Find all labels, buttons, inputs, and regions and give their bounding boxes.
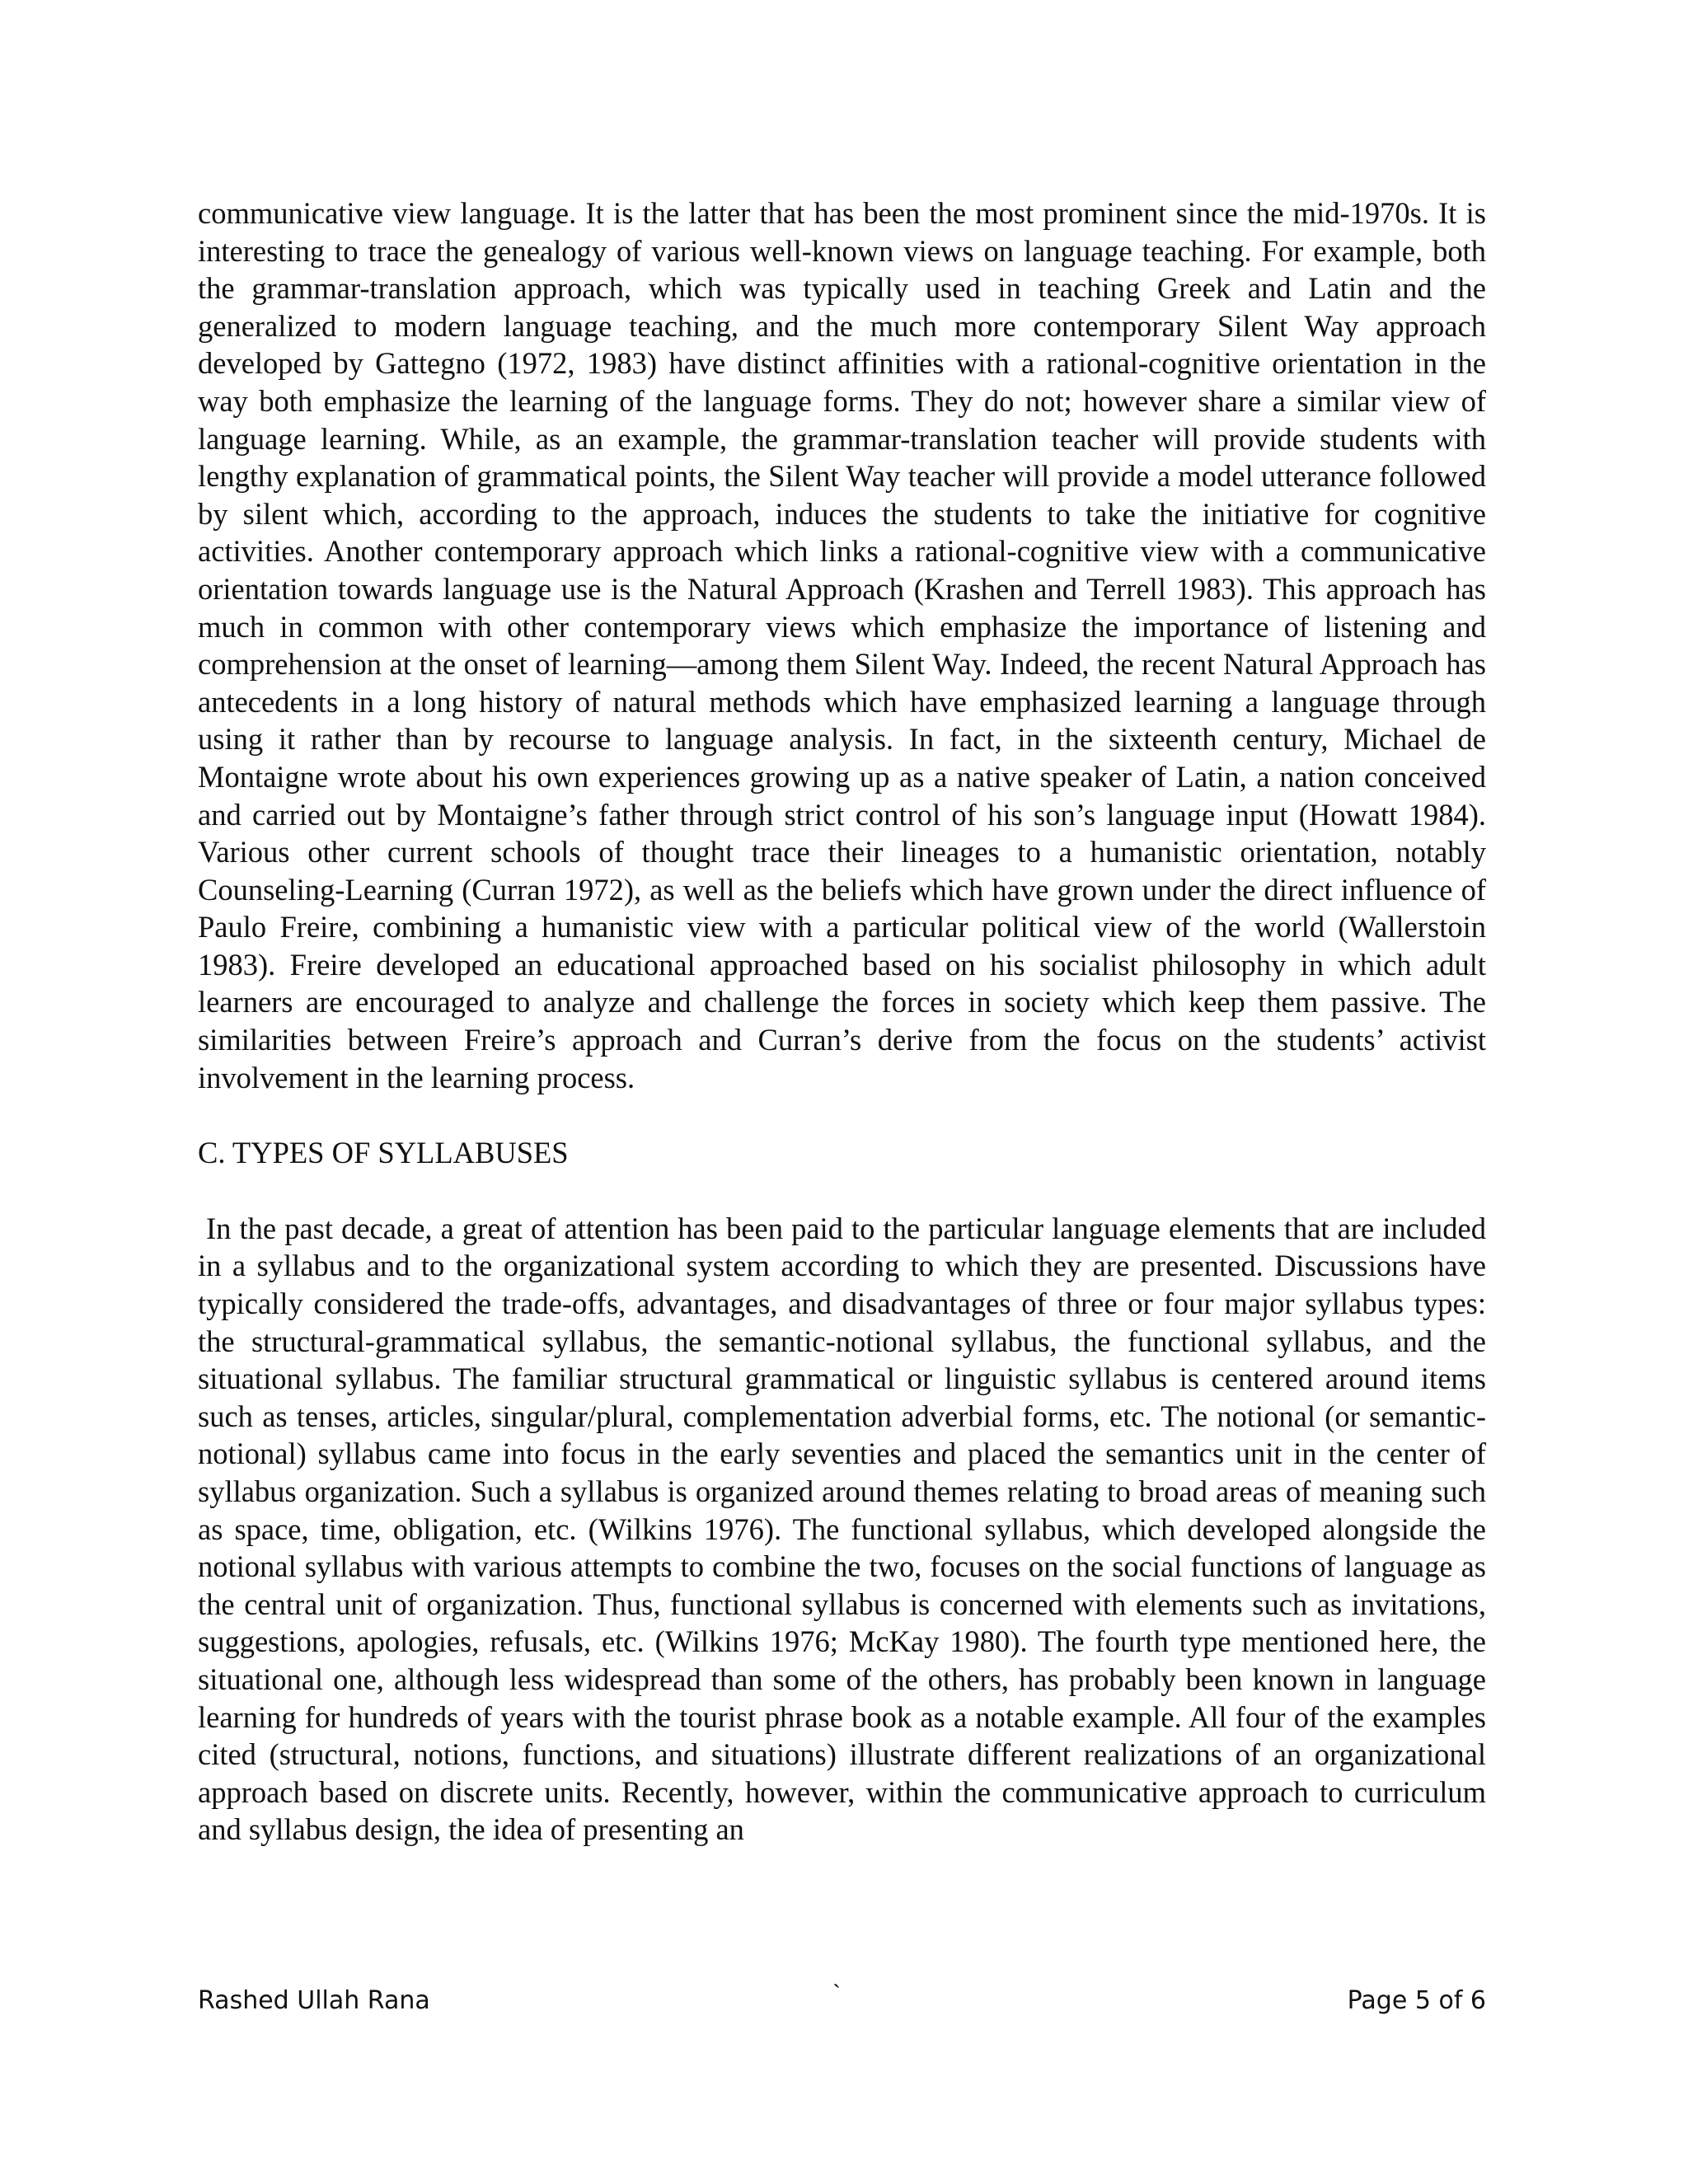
footer-center-mark: ` — [832, 1980, 841, 2007]
footer-page-number: Page 5 of 6 — [1347, 1986, 1486, 2015]
section-heading: C. TYPES OF SYLLABUSES — [198, 1136, 569, 1170]
paragraph-syllabus-types: In the past decade, a great of attention has been paid to the particular language elements that are included in a syllabus and to the organizational system according to which they are presented. Discussions have typically considered the trade-offs, advantages, and disadvantages of three or four major syllabus types: the structural-grammatical syllabus, the semantic-notional syllabus, the functional syllabus, and the situational syllabus. The familiar structural grammatical or linguistic syllabus is centered around items such as tenses, articles, singular/plural, complementation adverbial forms, etc. The notional (or semantic-notional) syllabus came into focus in the early seventies and placed the semantics unit in the center of syllabus organization. Such a syllabus is organized around themes relating to broad areas of meaning such as space, time, obligation, etc. (Wilkins 1976). The functional syllabus, which developed alongside the notional syllabus with various attempts to combine the two, focuses on the social functions of language as the central unit of organization. Thus, functional syllabus is concerned with elements such as invitations, suggestions, apologies, refusals, etc. (Wilkins 1976; McKay 1980). The fourth type mentioned here, the situational one, although less widespread than some of the others, has probably been known in language learning for hundreds of years with the tourist phrase book as a notable example. All four of the examples cited (structural, notions, functions, and situations) illustrate different realizations of an organizational approach based on discrete units. Recently, however, within the communicative approach to curriculum and syllabus design, the idea of presenting an — [198, 1211, 1486, 1847]
page-footer — [198, 1980, 1486, 2027]
paragraph-genealogy: communicative view language. It is the latter that has been the most prominent since the mid-1970s. It is interesting to trace the genealogy of various well-known views on language teaching. For example, both the grammar-translation approach, which was typically used in teaching Greek and Latin and the generalized to modern language teaching, and the much more contemporary Silent Way approach developed by Gattegno (1972, 1983) have distinct affinities with a rational-cognitive orientation in the way both emphasize the learning of the language forms. They do not; however share a similar view of language learning. While, as an example, the grammar-translation teacher will provide students with lengthy explanation of grammatical points, the Silent Way teacher will provide a model utterance followed by silent which, according to the approach, induces the students to take the initiative for cognitive activities. Another contemporary approach which links a rational-cognitive view with a communicative orientation towards language use is the Natural Approach (Krashen and Terrell 1983). This approach has much in common with other contemporary views which emphasize the importance of listening and comprehension at the onset of learning—among them Silent Way. Indeed, the recent Natural Approach has antecedents in a long history of natural methods which have emphasized learning a language through using it rather than by recourse to language analysis. In fact, in the sixteenth century, Michael de Montaigne wrote about his own experiences growing up as a native speaker of Latin, a nation conceived and carried out by Montaigne’s father through strict control of his son’s language input (Howatt 1984). Various other current schools of thought trace their lineages to a humanistic orientation, notably Counseling-Learning (Curran 1972), as well as the beliefs which have grown under the direct influence of Paulo Freire, combining a humanistic view with a particular political view of the world (Wallerstoin 1983). Freire developed an educational approached based on his socialist philosophy in which adult learners are encouraged to analyze and challenge the forces in society which keep them passive. The similarities between Freire’s approach and Curran’s derive from the focus on the students’ activist involvement in the learning process. — [198, 196, 1486, 1094]
footer-author: Rashed Ullah Rana — [198, 1986, 430, 2015]
document-body — [198, 194, 1486, 1849]
